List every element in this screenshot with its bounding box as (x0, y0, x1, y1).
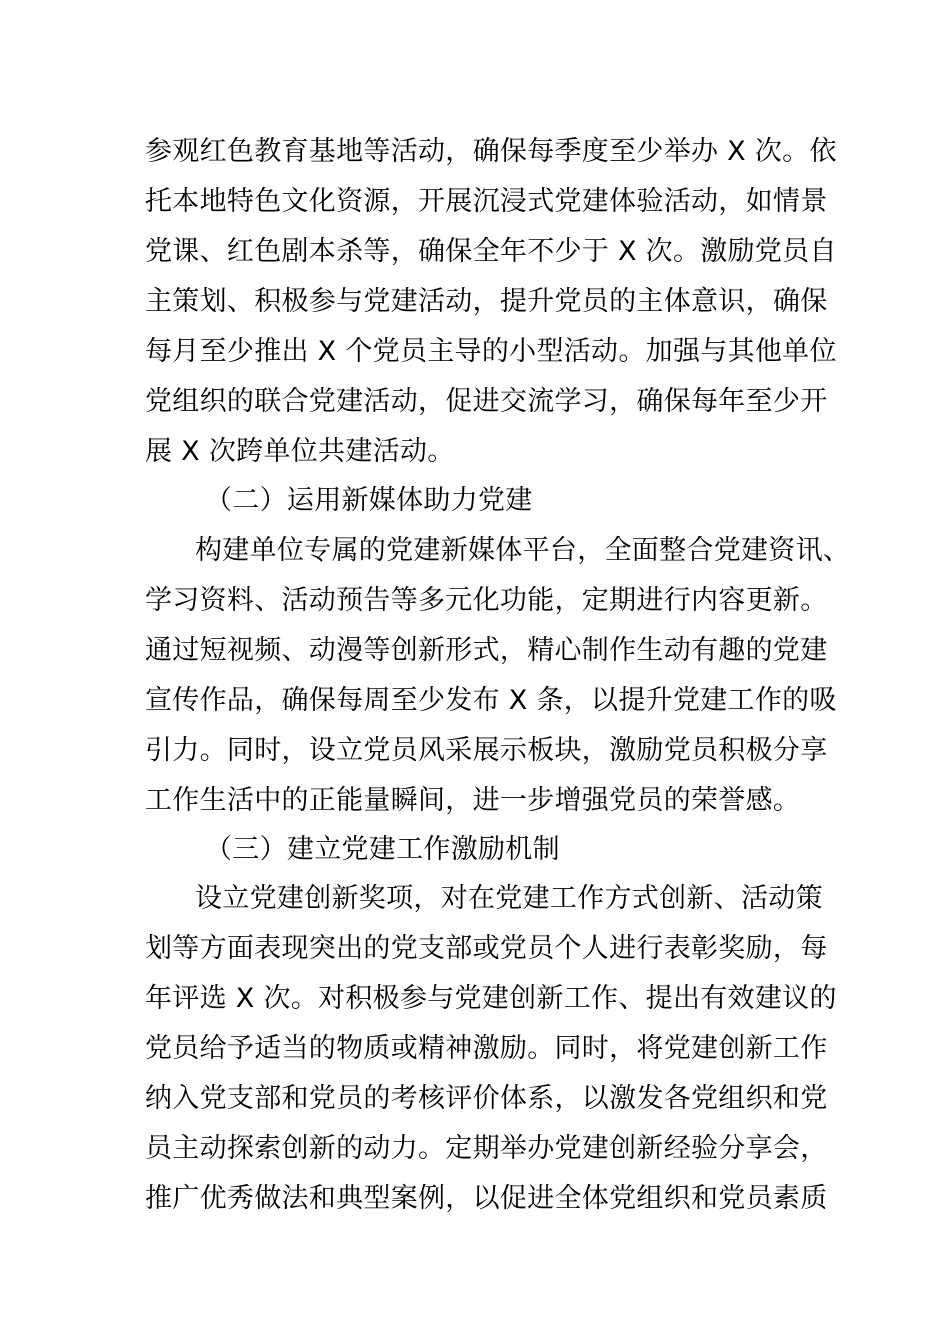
section-heading-3: （三）建立党建工作激励机制 (205, 834, 560, 865)
paragraph-3-line-2: 划等方面表现突出的党支部或党员个人进行表彰奖励，每 (145, 933, 828, 964)
paragraph-3-line-6: 员主动探索创新的动力。定期举办党建创新经验分享会， (145, 1133, 828, 1164)
paragraph-1-line-5: 每月至少推出 X 个党员主导的小型活动。加强与其他单位 (145, 336, 837, 367)
paragraph-2-line-6: 工作生活中的正能量瞬间，进一步增强党员的荣誉感。 (145, 785, 801, 816)
paragraph-1-line-4: 主策划、积极参与党建活动，提升党员的主体意识，确保 (145, 286, 828, 317)
paragraph-3-line-5: 纳入党支部和党员的考核评价体系，以激发各党组织和党 (145, 1083, 828, 1114)
paragraph-1-line-1: 参观红色教育基地等活动，确保每季度至少举办 X 次。依 (145, 136, 837, 167)
paragraph-1-line-2: 托本地特色文化资源，开展沉浸式党建体验活动，如情景 (145, 186, 828, 217)
paragraph-1-line-3: 党课、红色剧本杀等，确保全年不少于 X 次。激励党员自 (145, 236, 837, 267)
paragraph-2-line-4: 宣传作品，确保每周至少发布 X 条，以提升党建工作的吸 (145, 685, 837, 716)
paragraph-1-line-7: 展 X 次跨单位共建活动。 (145, 436, 455, 467)
paragraph-2-line-5: 引力。同时，设立党员风采展示板块，激励党员积极分享 (145, 735, 828, 766)
paragraph-3-line-7: 推广优秀做法和典型案例，以促进全体党组织和党员素质 (145, 1183, 828, 1214)
paragraph-2-line-1: 构建单位专属的党建新媒体平台，全面整合党建资讯、 (195, 535, 851, 566)
section-heading-2: （二）运用新媒体助力党建 (205, 485, 533, 516)
paragraph-3-line-3: 年评选 X 次。对积极参与党建创新工作、提出有效建议的 (145, 983, 837, 1014)
paragraph-3-line-4: 党员给予适当的物质或精神激励。同时，将党建创新工作 (145, 1033, 828, 1064)
paragraph-2-line-2: 学习资料、活动预告等多元化功能，定期进行内容更新。 (145, 585, 828, 616)
paragraph-3-line-1: 设立党建创新奖项，对在党建工作方式创新、活动策 (195, 883, 823, 914)
paragraph-2-line-3: 通过短视频、动漫等创新形式，精心制作生动有趣的党建 (145, 635, 828, 666)
paragraph-1-line-6: 党组织的联合党建活动，促进交流学习，确保每年至少开 (145, 386, 828, 417)
